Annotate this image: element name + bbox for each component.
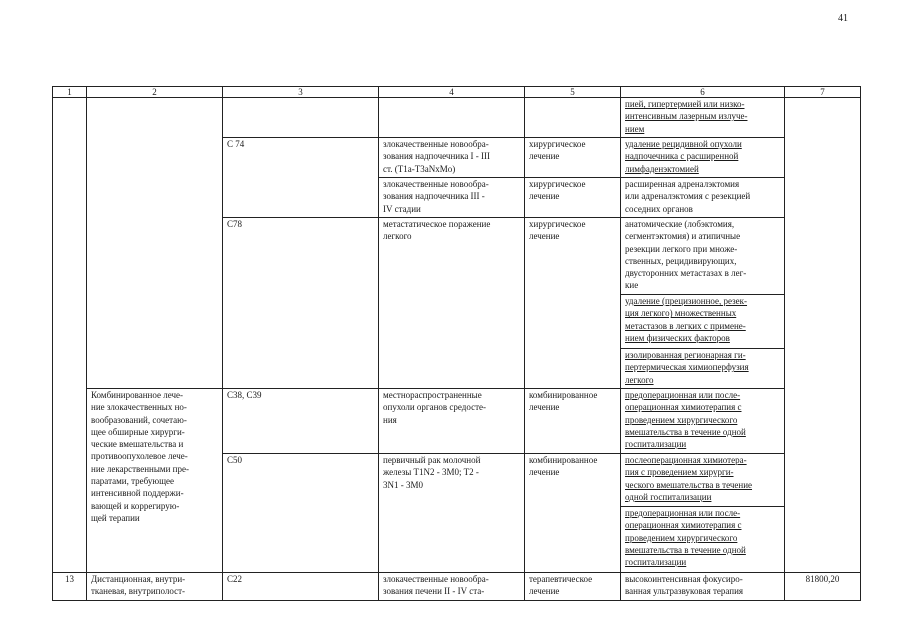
cell-method: Комбинированное лече- ние злокачественных но- вообразований, сочетаю- щее обширные хирурги- ческие вмешательства и противоопухолевое лече- ние лекарственными пре- паратами, требующее интенсивной поддержи- вающей и коррегирую- щей терапии (87, 389, 223, 573)
cell-method-detail: высокоинтенсивная фокусиро- ванная ультразвуковая терапия (621, 573, 785, 601)
cell-treatment: хирургическое лечение (525, 138, 621, 178)
cell-treatment: терапевтическое лечение (525, 573, 621, 601)
cell-method-detail: изолированная регионарная ги- пертермическая химиоперфузия легкого (621, 349, 785, 389)
cell-cost: 81800,20 (785, 573, 861, 601)
cell-model: местнораспространенные опухоли органов средосте- ния (379, 389, 525, 454)
cell-method-detail: удаление рецидивной опухоли надпочечника с расширенной лимфаденэктомией (621, 138, 785, 178)
cell-treatment: комбинированное лечение (525, 389, 621, 454)
cell-icd (223, 98, 379, 138)
cell-icd: С78 (223, 218, 379, 389)
table-row (53, 573, 861, 601)
cell-model: первичный рак молочной железы T1N2 - 3M0; T2 - 3N1 - 3M0 (379, 454, 525, 573)
header-cell: 7 (785, 87, 861, 98)
cell-method-detail: анатомические (лобэктомия, сегментэктомия) и атипичные резекции легкого при множе- ственных, рецидивирующих, двусторонних метастазах в лег- кие (621, 218, 785, 295)
cell-method-detail: пией, гипертермией или низко- интенсивным лазерным излуче- нием (621, 98, 785, 138)
header-cell: 5 (525, 87, 621, 98)
cell-model: злокачественные новообра- зования надпочечника III - IV стадии (379, 178, 525, 218)
header-cell: 4 (379, 87, 525, 98)
page-number: 41 (838, 13, 848, 24)
cell-icd: С 74 (223, 138, 379, 218)
cell-number: 13 (53, 573, 87, 601)
cell-method-detail: послеоперационная химиотера- пия с проведением хирурги- ческого вмешательства в течение одной госпитализации (621, 454, 785, 507)
cell-method-detail: расширенная адреналэктомия или адреналэктомия с резекцией соседних органов (621, 178, 785, 218)
cell-cost (785, 98, 861, 573)
header-cell: 1 (53, 87, 87, 98)
cell-method-detail: предоперационная или после- операционная химиотерапия с проведением хирургического вмешательства в течение одной госпитализации (621, 507, 785, 573)
cell-method-detail: удаление (прецизионное, резек- ция легкого) множественных метастазов в легких с примене- нием физических факторов (621, 295, 785, 349)
cell-model: метастатическое поражение легкого (379, 218, 525, 389)
cell-icd: С50 (223, 454, 379, 573)
services-table (52, 86, 861, 601)
cell-treatment: комбинированное лечение (525, 454, 621, 573)
cell-model: злокачественные новообра- зования надпочечника I - III ст. (T1a-T3aNxMo) (379, 138, 525, 178)
header-cell: 3 (223, 87, 379, 98)
table-row (53, 98, 861, 138)
cell-number (53, 98, 87, 573)
cell-icd: С38, С39 (223, 389, 379, 454)
cell-method (87, 98, 223, 389)
cell-treatment (525, 98, 621, 138)
header-row (53, 87, 861, 98)
cell-method-detail: предоперационная или после- операционная химиотерапия с проведением хирургического вмешательства в течение одной госпитализации (621, 389, 785, 454)
cell-icd: С22 (223, 573, 379, 601)
cell-model: злокачественные новообра- зования печени II - IV ста- (379, 573, 525, 601)
cell-treatment: хирургическое лечение (525, 178, 621, 218)
cell-method: Дистанционная, внутри- тканевая, внутриполост- (87, 573, 223, 601)
header-cell: 2 (87, 87, 223, 98)
table-row (53, 389, 861, 454)
cell-model (379, 98, 525, 138)
cell-treatment: хирургическое лечение (525, 218, 621, 389)
header-cell: 6 (621, 87, 785, 98)
